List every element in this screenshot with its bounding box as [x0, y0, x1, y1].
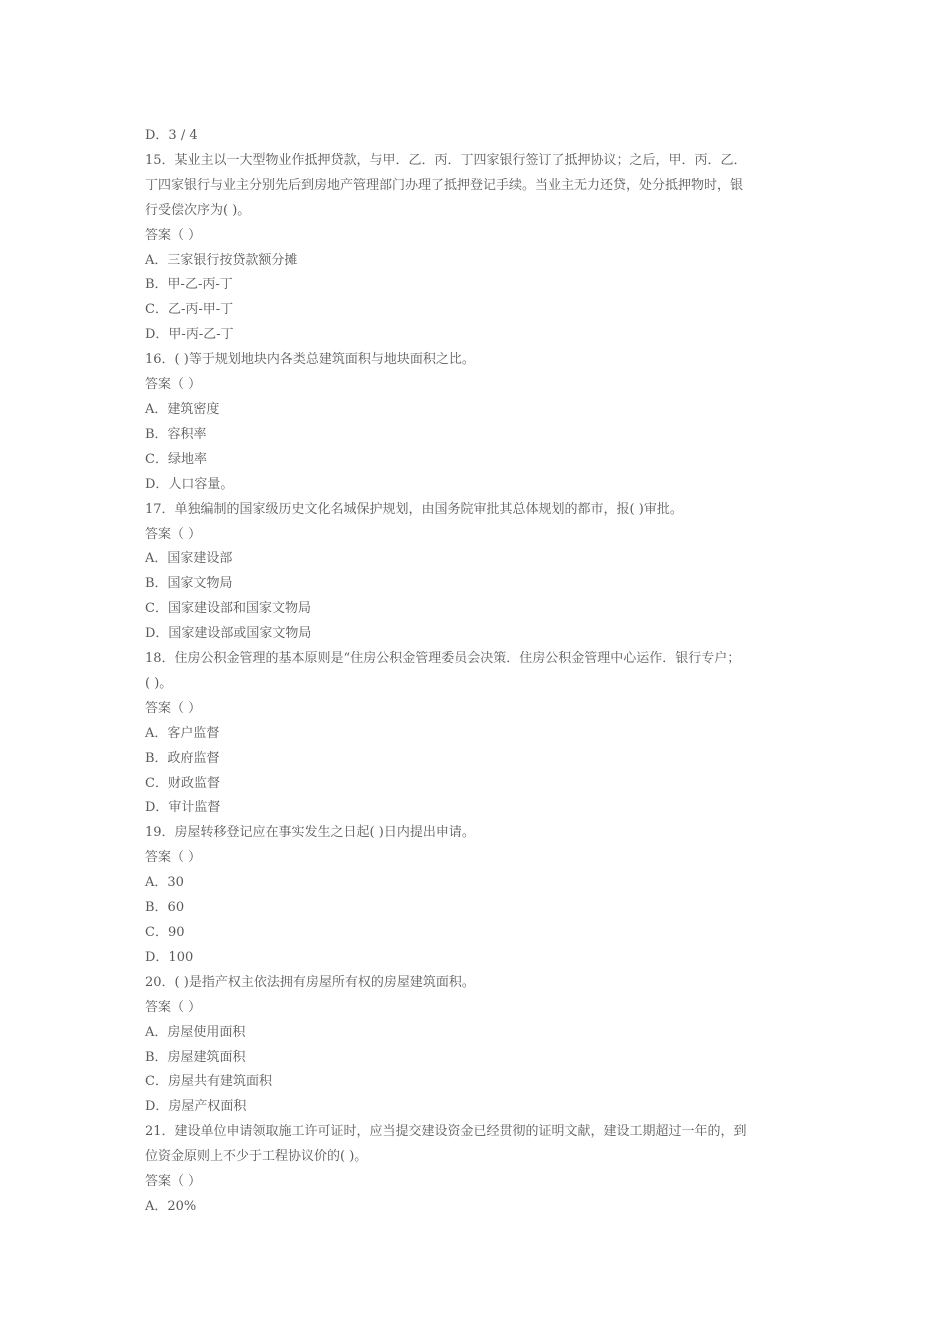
answer-blank: 答案（ ）: [145, 526, 202, 542]
option-a: A．三家银行按贷款额分摊: [145, 252, 298, 268]
option-c: C．房屋共有建筑面积: [145, 1074, 272, 1090]
question-21-stem: 位资金原则上不少于工程协议价的( )。: [145, 1149, 368, 1165]
option-a: A．30: [145, 875, 184, 891]
answer-blank: 答案（ ）: [145, 850, 202, 866]
option-b: B．房屋建筑面积: [145, 1049, 246, 1065]
answer-blank: 答案（ ）: [145, 700, 202, 716]
option-c: C．绿地率: [145, 451, 207, 467]
option-d: D．审计监督: [145, 800, 221, 816]
option-a: A．建筑密度: [145, 401, 220, 417]
answer-blank: 答案（ ）: [145, 1174, 202, 1190]
option-b: B．政府监督: [145, 750, 220, 766]
question-15-stem: 行受偿次序为( )。: [145, 202, 251, 218]
option-b: B．60: [145, 900, 185, 916]
question-15-stem: 丁四家银行与业主分别先后到房地产管理部门办理了抵押登记手续。当业主无力还贷，处分抵押物时，银: [145, 177, 744, 193]
option-d: D．国家建设部或国家文物局: [145, 626, 312, 642]
option-a: A．国家建设部: [145, 551, 233, 567]
question-21-stem: 21．建设单位申请领取施工许可证时，应当提交建设资金已经贯彻的证明文献，建设工期超过一年的，到: [145, 1124, 747, 1140]
question-20-stem: 20．( )是指产权主依法拥有房屋所有权的房屋建筑面积。: [145, 974, 475, 990]
option-c: C．国家建设部和国家文物局: [145, 601, 311, 617]
option-a: A．客户监督: [145, 725, 220, 741]
option-d: D．人口容量。: [145, 476, 234, 492]
question-15-stem: 15．某业主以一大型物业作抵押贷款，与甲．乙．丙．丁四家银行签订了抵押协议；之后，甲．丙．乙．: [145, 152, 747, 168]
option-d: D．100: [145, 949, 194, 965]
option-d: D．甲-丙-乙-丁: [145, 327, 234, 343]
option-b: B．容积率: [145, 426, 207, 442]
question-17-stem: 17．单独编制的国家级历史文化名城保护规划，由国务院审批其总体规划的都市，报( )审批。: [145, 501, 683, 517]
question-18-stem: ( )。: [145, 675, 173, 691]
answer-blank: 答案（ ）: [145, 999, 202, 1015]
option-b: B．国家文物局: [145, 576, 233, 592]
question-18-stem: 18．住房公积金管理的基本原则是“住房公积金管理委员会决策．住房公积金管理中心运作．银行专户；: [145, 651, 741, 667]
answer-blank: 答案（ ）: [145, 227, 202, 243]
option-a: A．20%: [145, 1198, 197, 1214]
option-d: D．房屋产权面积: [145, 1099, 247, 1115]
text-line: D．3 / 4: [145, 128, 198, 143]
option-b: B．甲-乙-丙-丁: [145, 277, 233, 293]
option-c: C．乙-丙-甲-丁: [145, 302, 234, 318]
document-page: [145, 124, 810, 1220]
option-a: A．房屋使用面积: [145, 1024, 246, 1040]
question-16-stem: 16．( )等于规划地块内各类总建筑面积与地块面积之比。: [145, 352, 475, 368]
answer-blank: 答案（ ）: [145, 377, 202, 393]
option-c: C．财政监督: [145, 775, 220, 791]
question-19-stem: 19．房屋转移登记应在事实发生之日起( )日内提出申请。: [145, 825, 475, 841]
option-c: C．90: [145, 925, 185, 940]
